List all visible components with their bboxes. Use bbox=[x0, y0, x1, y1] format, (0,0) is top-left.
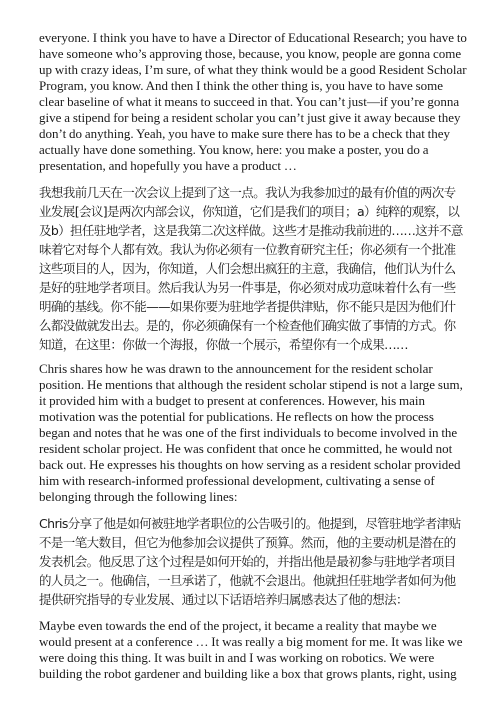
paragraph-english-narrative: Chris shares how he was drawn to the announcement for the resident scholar position. He mentions that although the resident scholar stipend is not a large sum, it provided him with a budget to present at conferences. However, his main motivation was the potential for publications. He reflects on how the process began and notes that he was one of the first individuals to become involved in the resident scholar project. He was confident that once he committed, he would not back out. He expresses his thoughts on how serving as a resident scholar provided him with research-informed professional development, cultivating a sense of belonging through the following lines: bbox=[39, 361, 463, 504]
paragraph-english-quote-2: Maybe even towards the end of the project, it became a reality that maybe we would present at a conference … It was really a big moment for me. It was like we were doing this thing. It was built in and I was working on robotics. We were building the robot gardener and building like a box that grows plants, right, using bbox=[39, 618, 463, 681]
paragraph-english-quote-1: everyone. I think you have to have a Director of Educational Research; you have to have someone who’s approving those, because, you know, people are gonna come up with crazy ideas, I’m sure, of what they think would be a good Resident Scholar Program, you know. And then I think the other thing is, you have to have some clear baseline of what it means to succeed in that. You can’t just—if you’re gonna give a stipend for being a resident scholar you can’t just give it away because they don’t do anything. Yeah, you have to make sure there has to be a check that they actually have done something. You know, here: you make a poster, you do a presentation, and hopefully you have a product … bbox=[39, 30, 467, 173]
document-page bbox=[39, 30, 467, 690]
paragraph-chinese-narrative: Chris分享了他是如何被驻地学者职位的公告吸引的。他提到，尽管驻地学者津贴不是一笔大数目，但它为他参加会议提供了预算。然而，他的主要动机是潜在的发表机会。他反思了这个过程是如何开始的，并指出他是最初参与驻地学者项目的人员之一。他确信，一旦承诺了，他就不会退出。他就担任驻地学者如何为他提供研究指导的专业发展、通过以下话语培养归属感表达了他的想法： bbox=[39, 516, 461, 607]
paragraph-chinese-quote-1: 我想我前几天在一次会议上提到了这一点。我认为我参加过的最有价值的两次专业发展[会议]是两次内部会议，你知道，它们是我们的项目；a）纯粹的观察，以及b）担任驻地学者，这是我第二次这样做。这些才是推动我前进的……这并不意味着它对每个人都有效。我认为你必须有一位教育研究主任；你必须有一个批准这些项目的人，因为，你知道，人们会想出疯狂的主意，我确信，他们认为什么是好的驻地学者项目。然后我认为另一件事是，你必须对成功意味着什么有一些明确的基线。你不能——如果你要为驻地学者提供津贴，你不能只是因为他们什么都没做就发出去。是的，你必须确保有一个检查他们确实做了事情的方式。你知道，在这里：你做一个海报，你做一个展示，希望你有一个成果…… bbox=[39, 185, 463, 352]
